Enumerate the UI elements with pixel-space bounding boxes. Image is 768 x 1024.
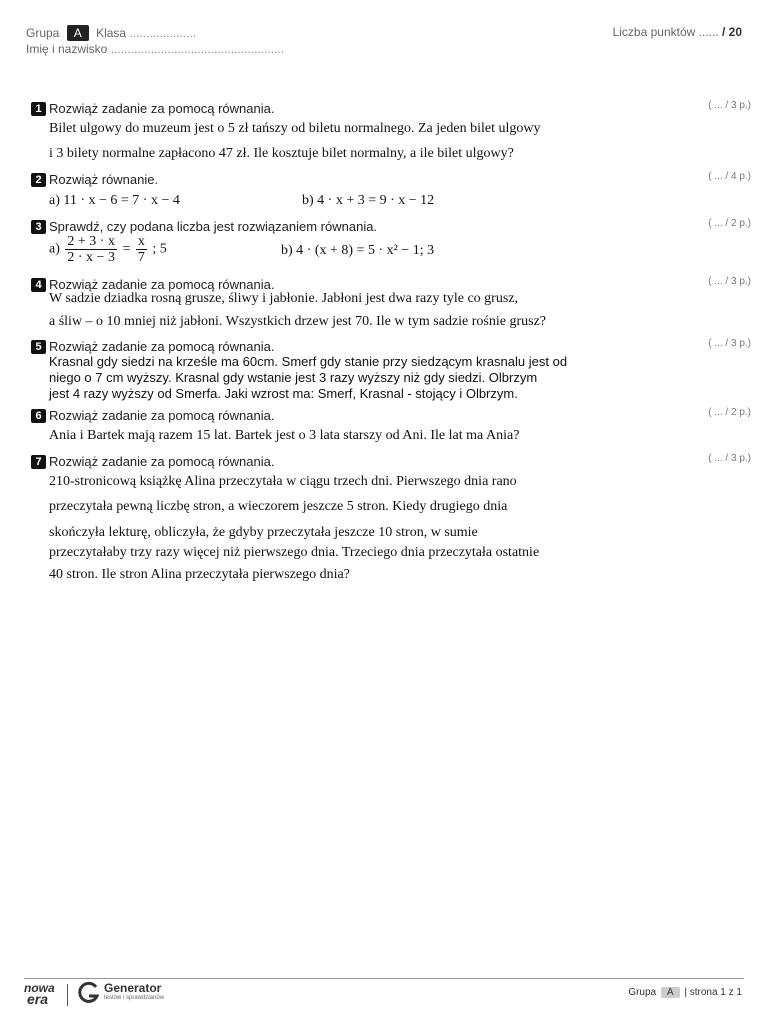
task-1: [31, 100, 751, 170]
task-3: [31, 218, 751, 268]
brand-bottom: era: [27, 991, 49, 1007]
fraction-denominator: 2 · x − 3: [67, 250, 115, 265]
task-instruction: Rozwiąż zadanie za pomocą równania.: [49, 101, 275, 116]
task-number-badge: 6: [31, 409, 46, 423]
task-number-badge: 7: [31, 455, 46, 469]
footer-page-info: [628, 987, 742, 998]
group-label: Grupa: [26, 26, 60, 40]
footer-page-number: | strona 1 z 1: [684, 987, 742, 998]
task-instruction: Rozwiąż zadanie za pomocą równania.: [49, 339, 275, 354]
task-points: ( ... / 3 p.): [708, 276, 751, 287]
brand-top: nowa: [24, 981, 55, 995]
task-points: ( ... / 3 p.): [708, 453, 751, 464]
task-points: ( ... / 2 p.): [708, 407, 751, 418]
generator-icon: [77, 981, 101, 1005]
task-2: [31, 171, 751, 211]
class-dots: ....................: [129, 26, 197, 40]
task-number-badge: 2: [31, 173, 46, 187]
task-instruction: Rozwiąż zadanie za pomocą równania.: [49, 454, 275, 469]
nowa-era-logo: [24, 983, 55, 1005]
task-text-line: skończyła lekturę, obliczyła, że gdyby przeczytała jeszcze 10 stron, w sumie: [49, 525, 478, 540]
equation-b: b) 4 · x + 3 = 9 · x − 12: [302, 193, 435, 208]
task-number-badge: 3: [31, 220, 46, 234]
task-text-line: Krasnal gdy siedzi na krześle ma 60cm. Smerf gdy stanie przy siedzącym krasnalu jest od: [49, 354, 568, 369]
footer-divider: [24, 978, 744, 979]
name-dots: ....................................................: [110, 42, 285, 56]
task-points: ( ... / 3 p.): [708, 338, 751, 349]
equation-a: a) 11 · x − 6 = 7 · x − 4: [49, 193, 180, 208]
header-name-row: [26, 42, 284, 56]
task-text-line: Ania i Bartek mają razem 15 lat. Bartek jest o 3 lata starszy od Ani. Ile lat ma Ania?: [49, 428, 520, 443]
equation-a-tail: ; 5: [152, 241, 167, 257]
task-text-line: 40 stron. Ile stron Alina przeczytała pierwszego dnia?: [49, 567, 350, 582]
task-number-badge: 5: [31, 340, 46, 354]
task-text-line: niego o 7 cm wyższy. Krasnal gdy wstanie jest 3 razy wyższy niż gdy siedzi. Olbrzym: [49, 370, 538, 385]
task-points: ( ... / 3 p.): [708, 100, 751, 111]
task-text-line: W sadzie dziadka rosną grusze, śliwy i jabłonie. Jabłoni jest dwa razy tyle co grusz,: [49, 291, 518, 306]
task-text-line: przeczytałaby trzy razy więcej niż pierwszego dnia. Trzeciego dnia przeczytała ostatnie: [49, 545, 540, 560]
task-text-line: Bilet ulgowy do muzeum jest o 5 zł tańszy od biletu normalnego. Za jeden bilet ulgowy: [49, 121, 541, 136]
points-total: / 20: [721, 25, 742, 39]
task-number-badge: 4: [31, 278, 46, 292]
task-instruction: Rozwiąż równanie.: [49, 172, 159, 187]
task-number-badge: 1: [31, 102, 46, 116]
equals-sign: =: [122, 241, 131, 257]
task-points: ( ... / 2 p.): [708, 218, 751, 229]
equation-b: b) 4 · (x + 8) = 5 · x² − 1; 3: [281, 243, 435, 258]
task-5: [31, 338, 751, 404]
task-text-line: a śliw – o 10 mniej niż jabłoni. Wszystkich drzew jest 70. Ile w tym sadzie rośnie grusz?: [49, 314, 547, 329]
task-instruction: Sprawdź, czy podana liczba jest rozwiązaniem równania.: [49, 219, 378, 234]
fraction-numerator: 2 + 3 · x: [67, 234, 115, 249]
header-points: [613, 25, 742, 39]
task-text-line: przeczytała pewną liczbę stron, a wieczorem jeszcze 5 stron. Kiedy drugiego dnia: [49, 499, 508, 514]
task-instruction: Rozwiąż zadanie za pomocą równania.: [49, 408, 275, 423]
task-4: [31, 276, 751, 336]
equation-a: [49, 234, 167, 265]
class-label: Klasa: [96, 26, 127, 40]
logo-separator: [67, 984, 68, 1006]
task-instruction: Rozwiąż zadanie za pomocą równania.: [49, 277, 275, 292]
task-7: [31, 453, 751, 593]
group-badge: A: [67, 25, 89, 41]
fraction-denominator: 7: [137, 250, 145, 265]
fraction-numerator: x: [137, 234, 145, 249]
task-text-line: i 3 bilety normalne zapłacono 47 zł. Ile kosztuje bilet normalny, a ile bilet ulgowy?: [49, 146, 514, 161]
header-group-row: [26, 25, 196, 41]
generator-subtitle: testów i sprawdzianów: [104, 995, 165, 1001]
task-points: ( ... / 4 p.): [708, 171, 751, 182]
footer-group-badge: A: [661, 987, 680, 998]
fraction-left: [65, 234, 117, 265]
task-text-line: 210-stronicową książkę Alina przeczytała w ciągu trzech dni. Pierwszego dnia rano: [49, 474, 517, 489]
points-label: Liczba punktów ......: [612, 25, 719, 39]
generator-title: Generator: [104, 981, 162, 995]
fraction-right: [136, 234, 147, 265]
name-label: Imię i nazwisko: [26, 42, 108, 56]
footer-group-label: Grupa: [628, 987, 657, 998]
task-text-line: jest 4 razy wyższy od Smerfa. Jaki wzrost ma: Smerf, Krasnal - stojący i Olbrzym.: [49, 386, 518, 401]
task-6: [31, 407, 751, 447]
equation-a-prefix: a): [49, 241, 60, 257]
